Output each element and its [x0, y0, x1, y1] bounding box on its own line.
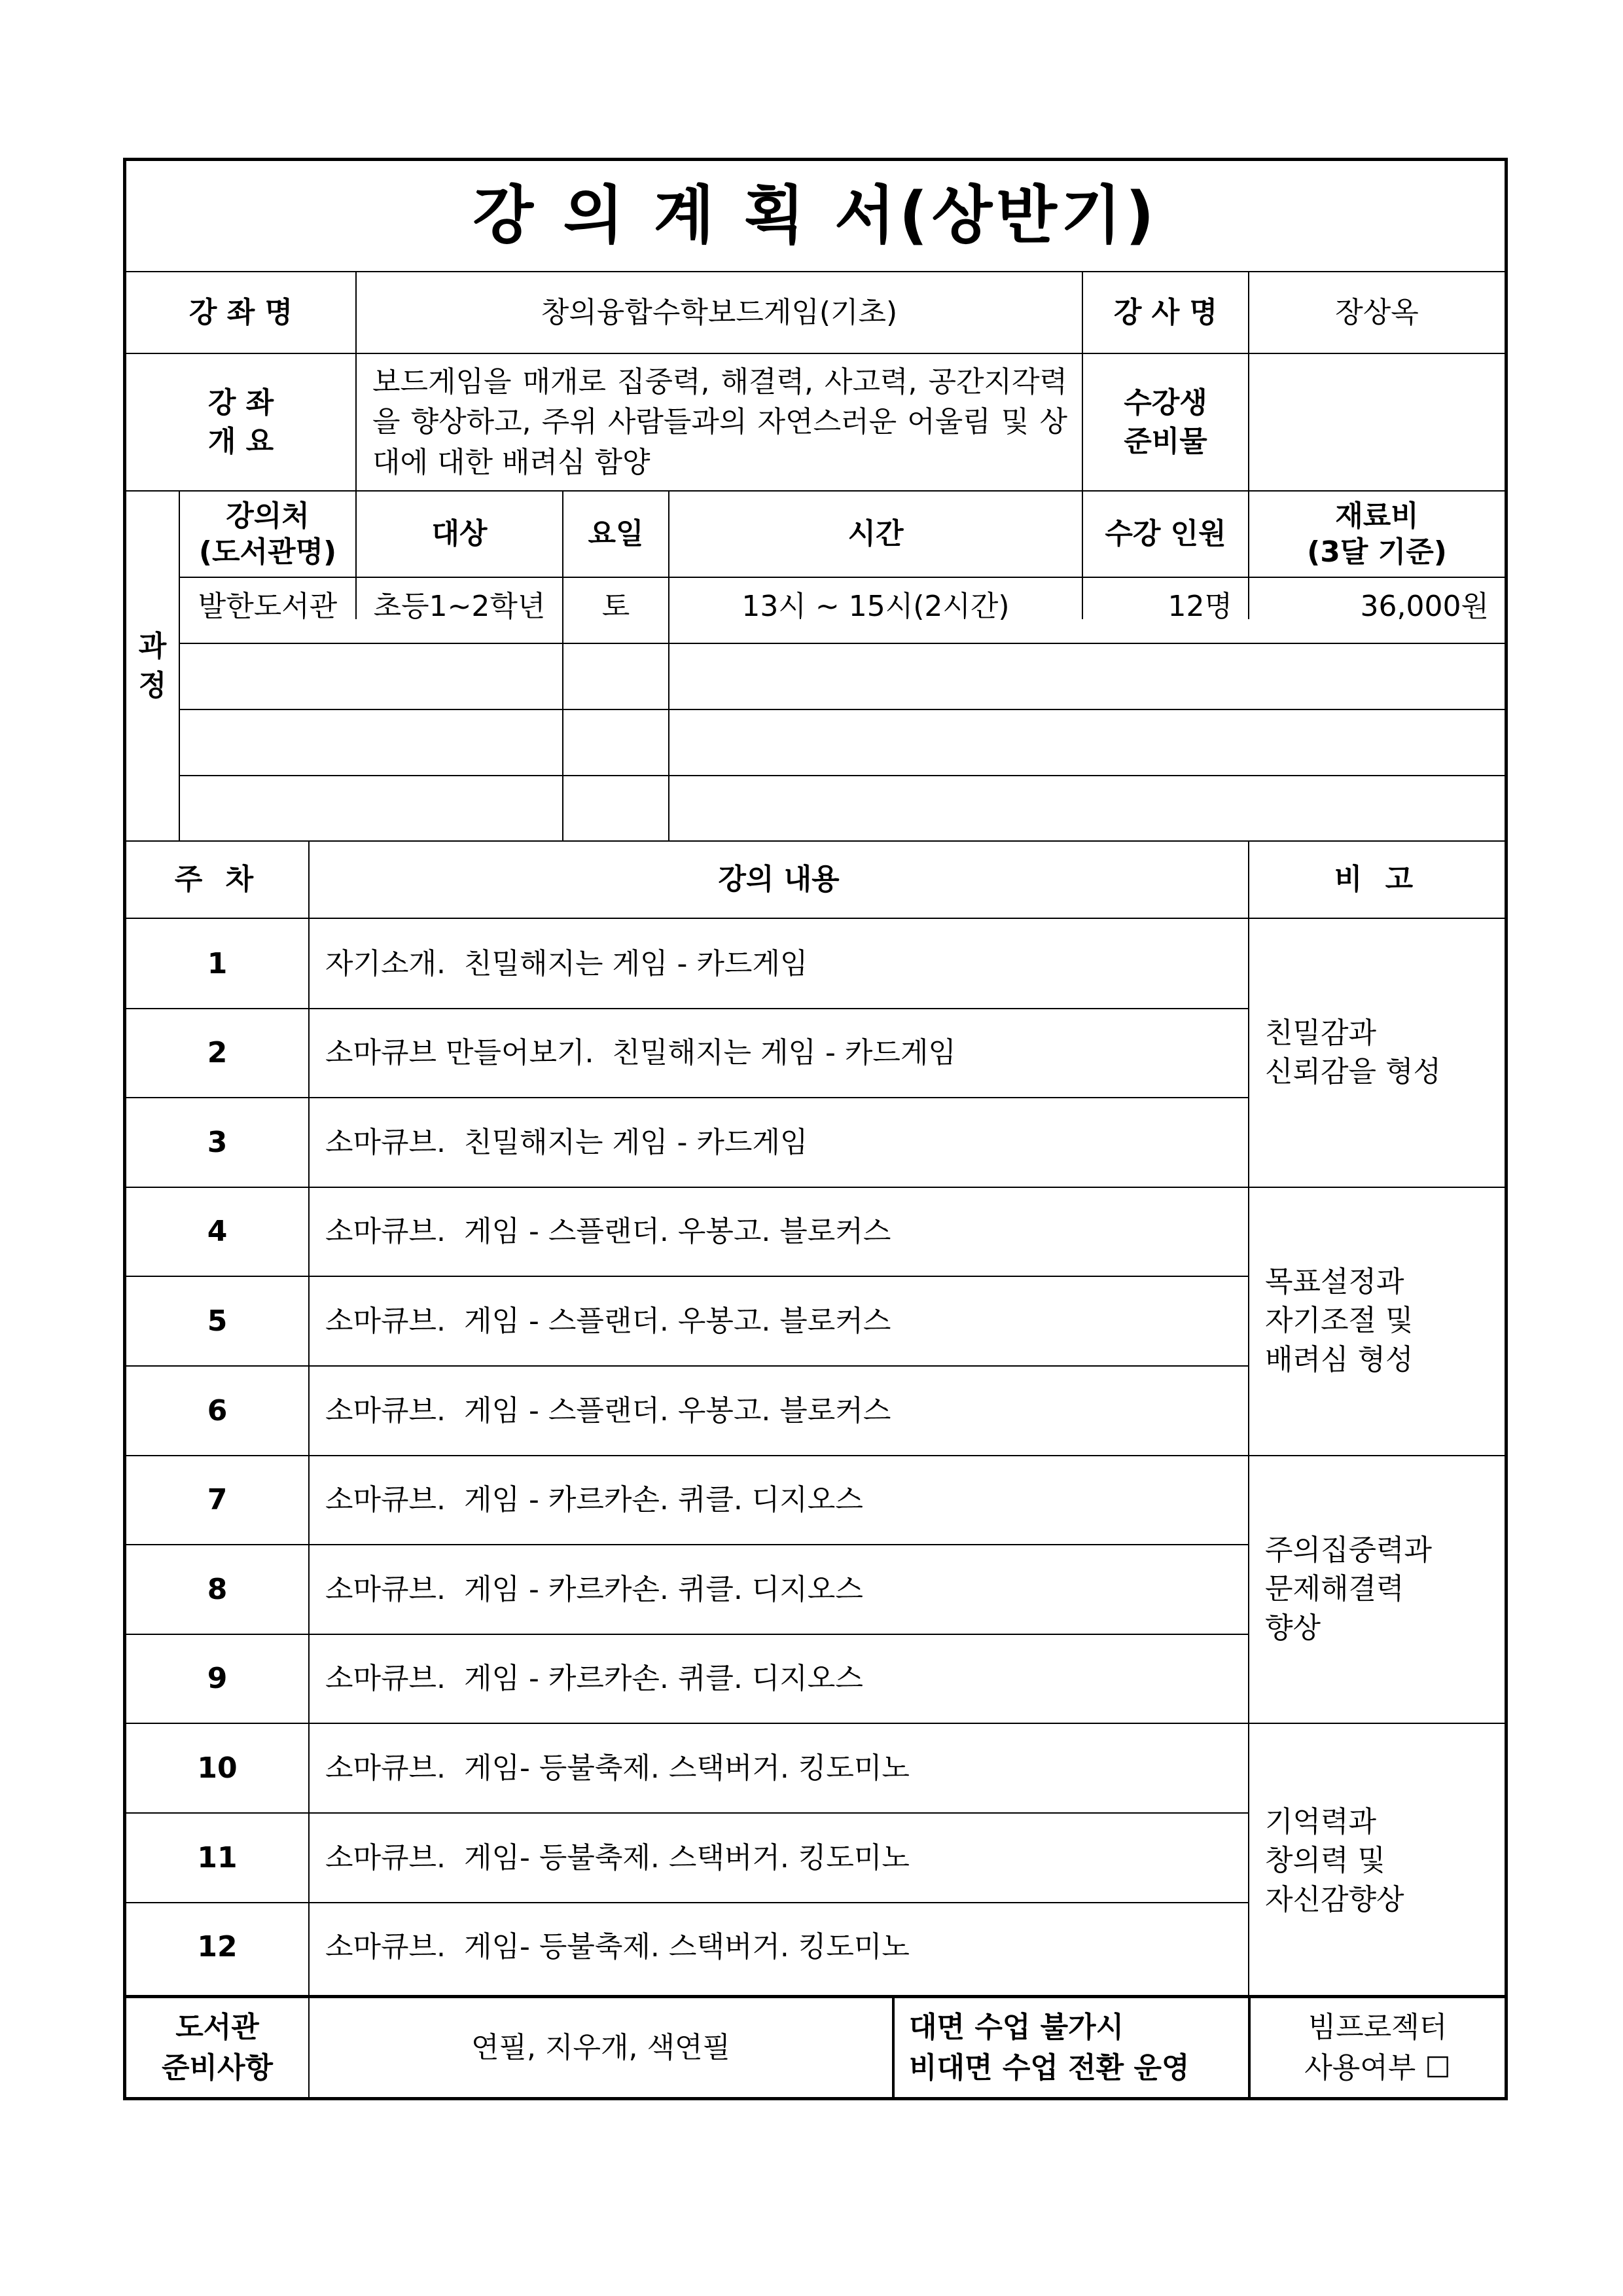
week-content: 소마큐브. 게임- 등불축제. 스택버거. 킹도미노	[325, 1930, 910, 1964]
week-number: 5	[207, 1304, 228, 1338]
course-section-label: 과 정	[138, 630, 167, 702]
week-content: 소마큐브. 게임 - 카르카손. 퀴클. 디지오스	[325, 1662, 863, 1696]
week-content: 소마큐브. 게임 - 스플랜더. 우봉고. 블로커스	[325, 1215, 891, 1249]
col-header-target: 대상	[431, 517, 488, 551]
lecture-plan-form	[123, 158, 1508, 2100]
overview-text: 보드게임을 매개로 집중력, 해결력, 사고력, 공간지각력을 향상하고, 주위 사람들과의 자연스러운 어울림 및 상대에 대한 배려심 함양	[372, 365, 1067, 479]
course-cell-empty	[180, 644, 355, 709]
materials-value	[1249, 354, 1505, 490]
course-cell-day: 토	[601, 590, 630, 623]
week-content: 자기소개. 친밀해지는 게임 - 카드게임	[325, 946, 808, 980]
week-content: 소마큐브. 게임 - 스플랜더. 우봉고. 블로커스	[325, 1304, 891, 1338]
week-number: 2	[207, 1036, 228, 1070]
week-content: 소마큐브. 친밀해지는 게임 - 카드게임	[325, 1125, 808, 1159]
note-group-2: 목표설정과 자기조절 및 배려심 형성	[1265, 1265, 1414, 1376]
course-cell-target: 초등1~2학년	[373, 590, 546, 623]
instructor-name: 장상옥	[1335, 295, 1419, 329]
col-header-day: 요일	[588, 517, 644, 551]
week-content: 소마큐브. 게임 - 카르카손. 퀴클. 디지오스	[325, 1483, 863, 1517]
course-cell-library: 발한도서관	[198, 590, 338, 623]
week-number: 7	[207, 1483, 228, 1517]
course-cell-empty	[180, 710, 355, 775]
divider	[180, 775, 1505, 776]
week-content: 소마큐브. 게임- 등불축제. 스택버거. 킹도미노	[325, 1840, 910, 1874]
week-number: 8	[207, 1572, 228, 1606]
content-header: 강의 내용	[718, 863, 840, 897]
course-cell-material-fee: 36,000원	[1360, 590, 1489, 623]
library-prep-items: 연필, 지우개, 색연필	[471, 2030, 730, 2064]
week-number: 11	[197, 1840, 238, 1874]
week-content: 소마큐브. 게임 - 스플랜더. 우봉고. 블로커스	[325, 1393, 891, 1427]
col-header-enrollment: 수강 인원	[1105, 517, 1226, 551]
col-header-library: 강의처 (도서관명)	[198, 499, 337, 569]
page-title: 강 의 계 획 서(상반기)	[473, 179, 1158, 253]
week-content: 소마큐브. 게임- 등불축제. 스택버거. 킹도미노	[325, 1751, 910, 1785]
week-number: 9	[207, 1662, 228, 1696]
course-cell-time: 13시 ~ 15시(2시간)	[741, 590, 1010, 623]
course-cell-enrollment: 12명	[1168, 590, 1232, 623]
course-name: 창의융합수학보드게임(기초)	[541, 295, 898, 329]
divider	[180, 643, 1505, 644]
projector-usage[interactable]: 빔프로젝터 사용여부 ☐	[1304, 2010, 1451, 2085]
divider	[180, 709, 1505, 710]
library-prep-label: 도서관 준비사항	[161, 2010, 273, 2085]
note-group-1: 친밀감과 신뢰감을 형성	[1265, 1016, 1442, 1088]
note-group-4: 기억력과 창의력 및 자신감향상	[1265, 1804, 1404, 1916]
col-header-time: 시간	[847, 517, 904, 551]
week-number: 3	[207, 1125, 228, 1159]
overview-label: 강 좌 개 요	[207, 386, 274, 458]
week-content: 소마큐브. 게임 - 카르카손. 퀴클. 디지오스	[325, 1572, 863, 1606]
week-content: 소마큐브 만들어보기. 친밀해지는 게임 - 카드게임	[325, 1036, 956, 1070]
materials-label: 수강생 준비물	[1124, 386, 1207, 458]
week-number: 4	[207, 1215, 228, 1249]
week-number: 6	[207, 1393, 228, 1427]
col-header-material-fee: 재료비 (3달 기준)	[1307, 499, 1447, 569]
week-header: 주 차	[174, 863, 260, 897]
course-cell-empty	[180, 776, 355, 840]
course-name-label: 강 좌 명	[188, 295, 293, 329]
note-header: 비 고	[1334, 863, 1420, 897]
online-class-label: 대면 수업 불가시 비대면 수업 전환 운영	[909, 2010, 1190, 2085]
instructor-label: 강 사 명	[1113, 295, 1218, 329]
note-group-3: 주의집중력과 문제해결력 향상	[1265, 1533, 1433, 1645]
week-number: 12	[197, 1930, 238, 1964]
week-number: 10	[197, 1751, 238, 1785]
week-number: 1	[207, 946, 228, 980]
